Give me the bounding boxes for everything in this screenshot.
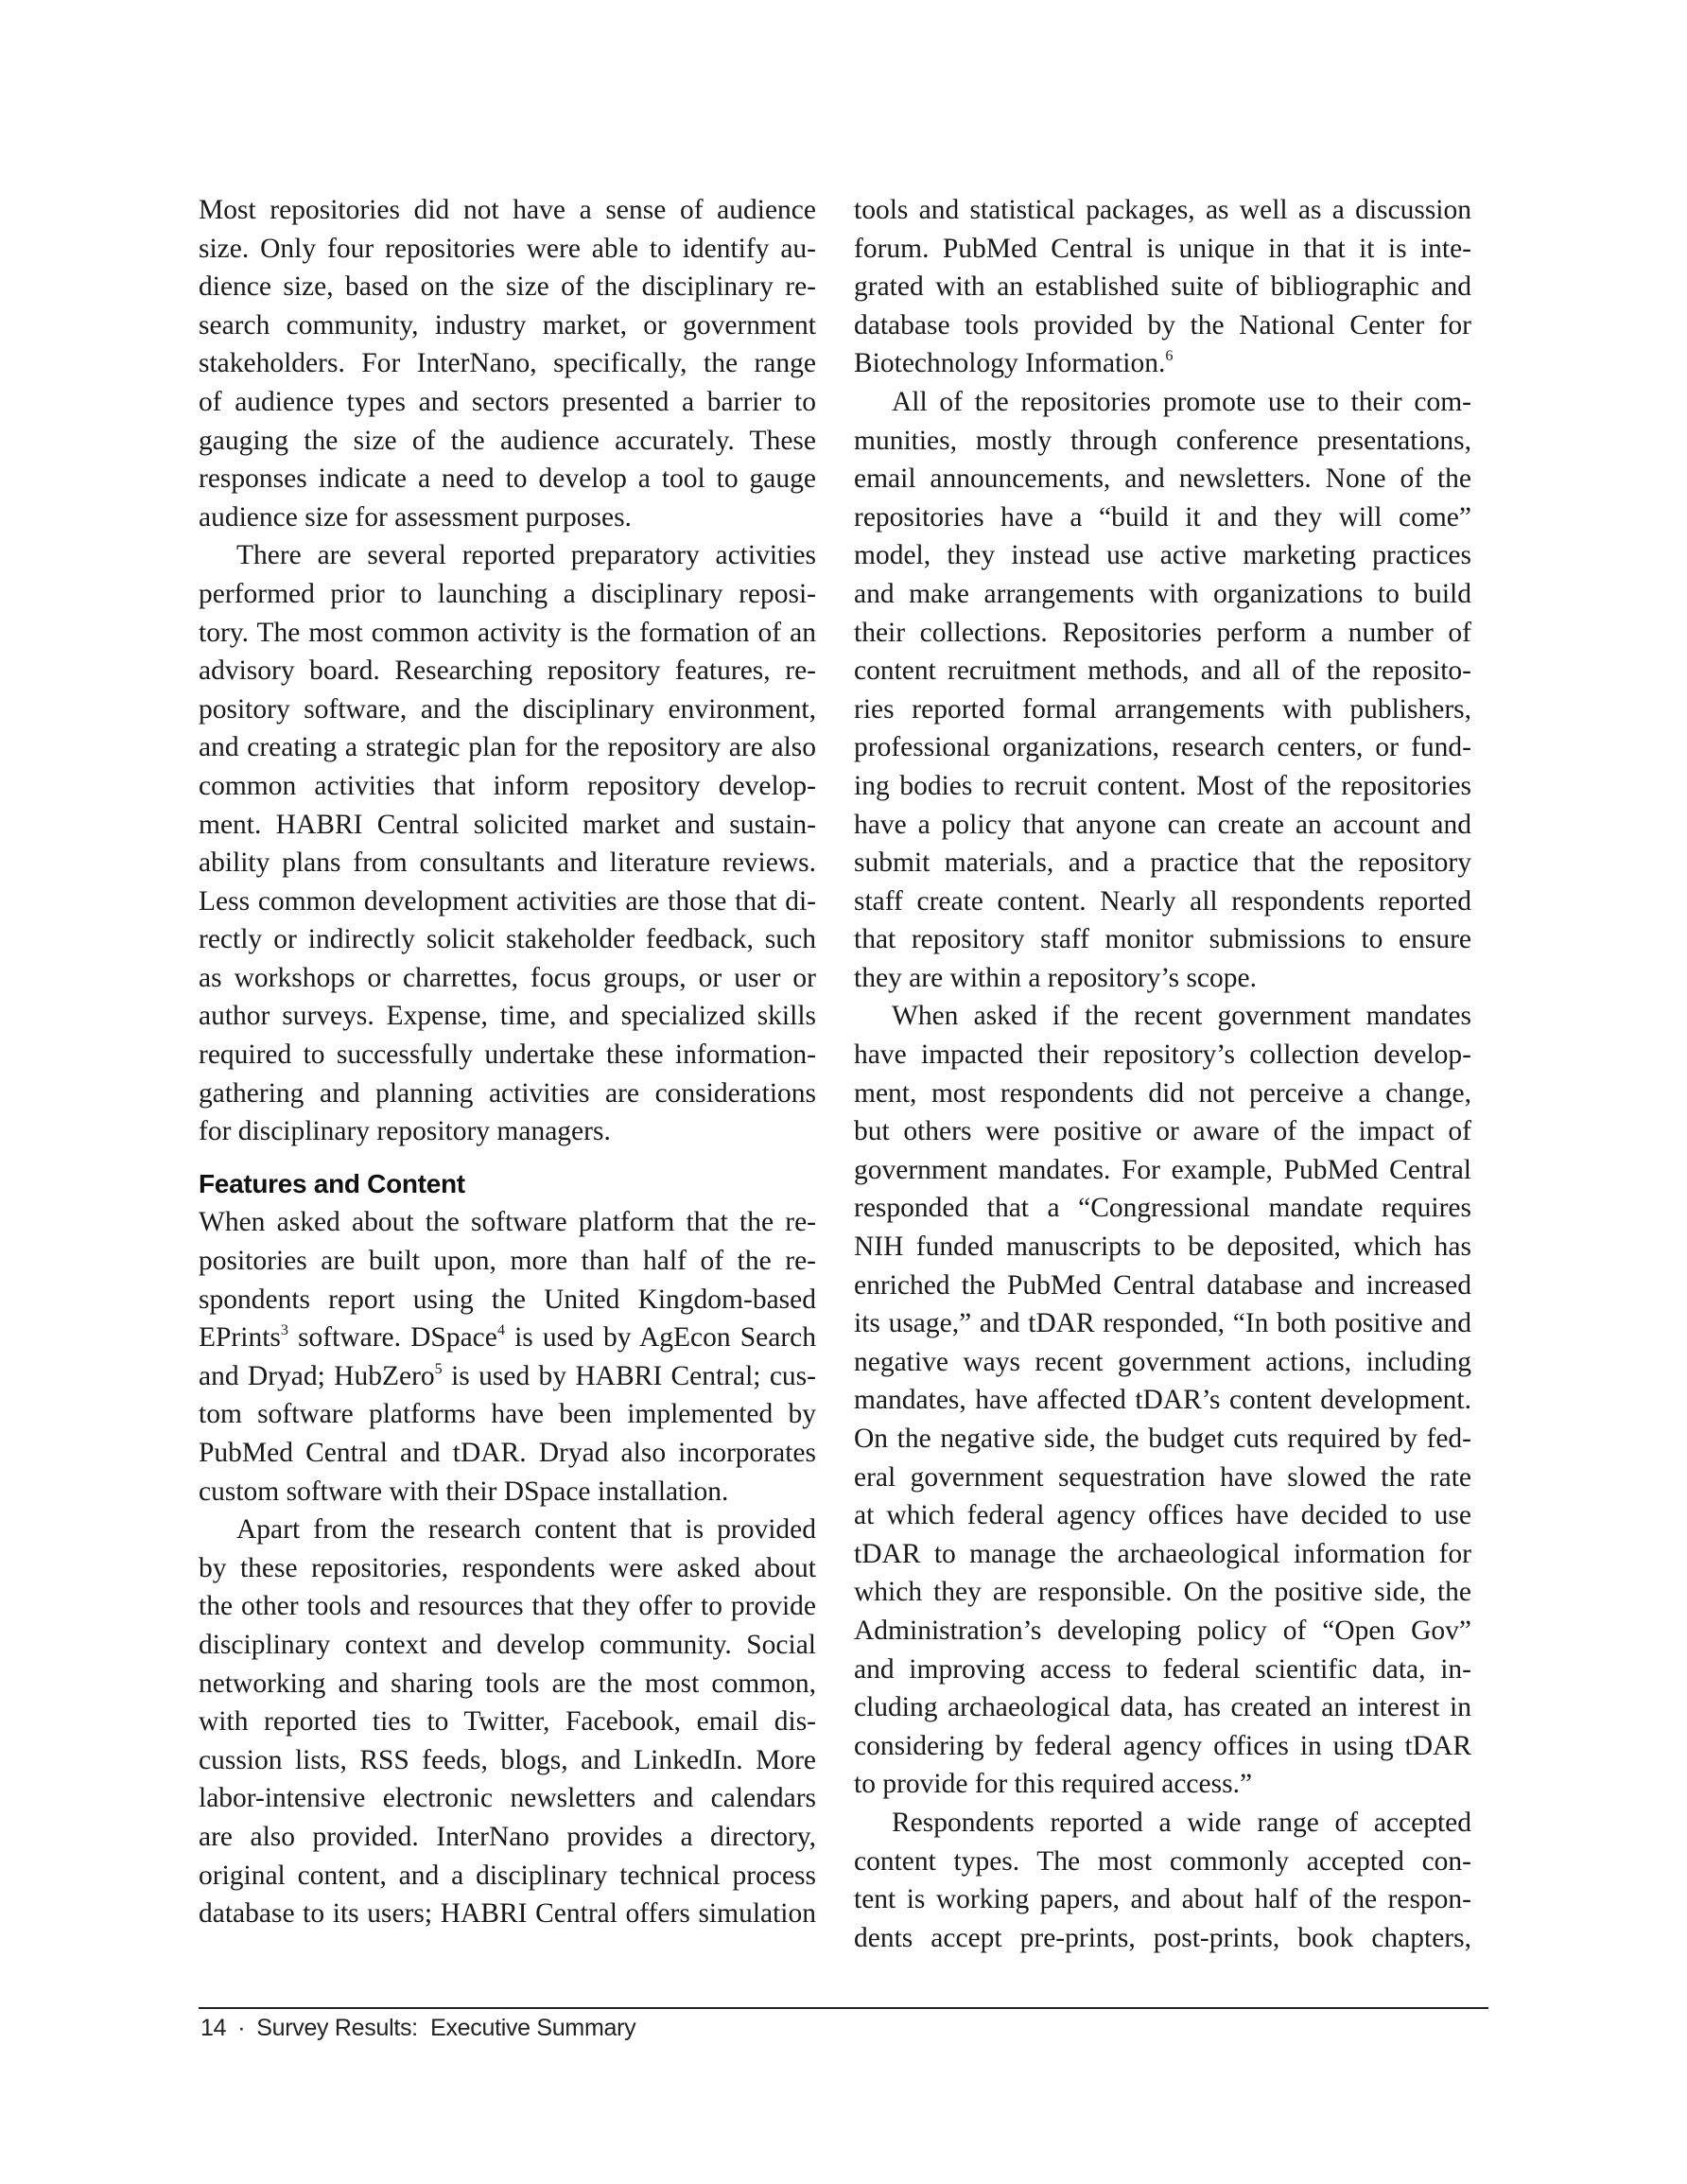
text-line: audience size for assessment purposes. (199, 501, 632, 533)
text-line: database tools provided by the National Center for (854, 309, 1471, 341)
text-line: There are several reported preparatory activities (236, 540, 816, 571)
text-run: is used by HABRI Central; cus- (442, 1360, 816, 1391)
text-line: which they are responsible. On the positive side, the (854, 1577, 1471, 1608)
text-line: and creating a strategic plan for the repository are also (199, 732, 816, 763)
text-run: Biotechnology Information. (854, 348, 1166, 379)
paragraph-promotion (854, 383, 1471, 998)
text-line: common activities that inform repository develop- (199, 770, 816, 801)
text-line: staff create content. Nearly all respondents reported (854, 885, 1471, 917)
text-line: advisory board. Researching repository features, re- (199, 655, 816, 687)
text-run: software. DSpace (287, 1322, 497, 1354)
text-line: ment, most respondents did not perceive a change, (854, 1077, 1471, 1109)
footer-section-title: Survey Results: Executive Summary (256, 2015, 636, 2041)
text-line: search community, industry market, or government (199, 309, 816, 341)
text-line: to provide for this required access.” (854, 1769, 1253, 1800)
text-line: have a policy that anyone can create an account and (854, 809, 1471, 840)
footnote-ref-4[interactable]: 4 (496, 1321, 505, 1339)
text-line: NIH funded manuscripts to be deposited, which has (854, 1232, 1471, 1263)
text-line: grated with an established suite of bibliographic and (854, 271, 1471, 303)
text-line: are also provided. InterNano provides a directory, (199, 1821, 816, 1852)
text-line: dience size, based on the size of the disciplinary re- (199, 271, 816, 303)
text-line: forum. PubMed Central is unique in that it is inte- (854, 233, 1471, 264)
text-line: gathering and planning activities are considerations (199, 1077, 816, 1109)
text-line: repositories have a “build it and they will come” (854, 501, 1471, 533)
page-number: 14 (200, 2015, 227, 2041)
text-line: performed prior to launching a disciplinary reposi- (199, 578, 816, 609)
text-line: All of the repositories promote use to their com- (892, 386, 1471, 417)
text-line: at which federal agency offices have decided to use (854, 1500, 1471, 1531)
text-line: database to its users; HABRI Central offers simulation (199, 1898, 816, 1930)
text-line: ries reported formal arrangements with publishers, (854, 693, 1471, 725)
text-line: cussion lists, RSS feeds, blogs, and LinkedIn. More (199, 1744, 816, 1775)
text-line: responded that a “Congressional mandate requires (854, 1193, 1471, 1224)
text-line: size. Only four repositories were able to identify au- (199, 233, 816, 264)
text-line (199, 1319, 816, 1357)
text-line: tory. The most common activity is the formation of an (199, 617, 816, 648)
text-line: tDAR to manage the archaeological information for (854, 1538, 1471, 1569)
text-line: considering by federal agency offices in using tDAR (854, 1730, 1471, 1761)
text-line: positories are built upon, more than half of the re- (199, 1246, 816, 1277)
text-line: ability plans from consultants and literature reviews. (199, 847, 816, 879)
text-line: with reported ties to Twitter, Facebook, email dis- (199, 1706, 816, 1738)
text-line: enriched the PubMed Central database and increased (854, 1269, 1471, 1301)
text-line: Respondents reported a wide range of accepted (892, 1807, 1471, 1838)
left-column (199, 191, 816, 1933)
paragraph-government-mandates (854, 997, 1471, 1803)
paragraph-pubmed-tools (854, 191, 1471, 383)
text-line: and make arrangements with organizations to build (854, 578, 1471, 609)
text-line: submit materials, and a practice that the repository (854, 847, 1471, 879)
text-line: Administration’s developing policy of “Open Gov” (854, 1615, 1471, 1646)
text-line: dents accept pre-prints, post-prints, book chapters, (854, 1922, 1471, 1953)
text-line: email announcements, and newsletters. None of the (854, 463, 1471, 495)
text-line: stakeholders. For InterNano, specifically, the range (199, 348, 816, 379)
text-line: have impacted their repository’s collection develop- (854, 1040, 1471, 1071)
footnote-ref-6[interactable]: 6 (1165, 347, 1174, 365)
text-line: of audience types and sectors presented a barrier to (199, 386, 816, 417)
text-line: that repository staff monitor submissions to ensure (854, 924, 1471, 955)
text-line: pository software, and the disciplinary environment, (199, 693, 816, 725)
text-line: its usage,” and tDAR responded, “In both positive and (854, 1308, 1471, 1339)
text-line: required to successfully undertake these information- (199, 1040, 816, 1071)
text-line (854, 344, 1471, 383)
text-line: custom software with their DSpace installation. (199, 1476, 729, 1507)
right-column (854, 191, 1471, 1957)
text-line: government mandates. For example, PubMed Central (854, 1154, 1471, 1185)
text-line: they are within a repository’s scope. (854, 962, 1257, 993)
text-line: content recruitment methods, and all of the reposito- (854, 655, 1471, 687)
text-line: by these repositories, respondents were asked about (199, 1552, 816, 1583)
text-line: author surveys. Expense, time, and specialized skills (199, 1001, 816, 1032)
text-line: ment. HABRI Central solicited market and sustain- (199, 809, 816, 840)
footer-separator: · (237, 2015, 246, 2041)
text-line: model, they instead use active marketing practices (854, 540, 1471, 571)
text-run: EPrints (199, 1322, 281, 1354)
text-run: and Dryad; HubZero (199, 1360, 435, 1391)
text-line: cluding archaeological data, has created an interest in (854, 1692, 1471, 1723)
text-line: labor-intensive electronic newsletters and calendars (199, 1783, 816, 1814)
text-line: the other tools and resources that they offer to provide (199, 1591, 816, 1622)
text-line: networking and sharing tools are the most common, (199, 1668, 816, 1699)
text-line: as workshops or charrettes, focus groups, or user or (199, 962, 816, 993)
text-line: their collections. Repositories perform a number of (854, 617, 1471, 648)
section-heading: Features and Content (199, 1168, 465, 1198)
footnote-ref-3[interactable]: 3 (280, 1321, 288, 1339)
text-line (199, 1357, 816, 1396)
text-line: for disciplinary repository managers. (199, 1116, 611, 1147)
text-line: Apart from the research content that is provided (236, 1514, 816, 1546)
text-line: ing bodies to recruit content. Most of the repositories (854, 770, 1471, 801)
text-line: mandates, have affected tDAR’s content development. (854, 1385, 1471, 1416)
footer-rule (199, 2007, 1488, 2009)
paragraph-tools-resources (199, 1511, 816, 1933)
paragraph-software-platform (199, 1203, 816, 1511)
text-run: is used by AgEcon Search (504, 1322, 816, 1354)
text-line: Less common development activities are those that di- (199, 885, 816, 917)
text-line: spondents report using the United Kingdom-based (199, 1284, 816, 1315)
text-line: professional organizations, research centers, or fund- (854, 732, 1471, 763)
text-line: munities, mostly through conference presentations, (854, 425, 1471, 456)
text-line: but others were positive or aware of the impact of (854, 1116, 1471, 1147)
text-line: negative ways recent government actions, including (854, 1346, 1471, 1377)
text-line: tools and statistical packages, as well as a discussion (854, 195, 1471, 225)
text-line: tent is working papers, and about half of the respon- (854, 1884, 1471, 1915)
text-line: responses indicate a need to develop a tool to gauge (199, 463, 816, 495)
text-line: content types. The most commonly accepted con- (854, 1845, 1471, 1877)
text-line: When asked about the software platform that the re- (199, 1207, 816, 1238)
paragraph-content-types (854, 1804, 1471, 1957)
text-line: gauging the size of the audience accurately. These (199, 425, 816, 456)
paragraph-audience-size (199, 191, 816, 536)
text-line: eral government sequestration have slowed the rate (854, 1461, 1471, 1493)
text-line: tom software platforms have been implemented by (199, 1399, 816, 1430)
text-line: original content, and a disciplinary technical process (199, 1860, 816, 1891)
text-line: and improving access to federal scientific data, in- (854, 1653, 1471, 1685)
footnote-ref-5[interactable]: 5 (434, 1359, 443, 1377)
running-footer (200, 2015, 635, 2042)
text-line: When asked if the recent government mandates (892, 1001, 1471, 1032)
text-line: Most repositories did not have a sense of audience (199, 195, 816, 225)
text-line: rectly or indirectly solicit stakeholder feedback, such (199, 924, 816, 955)
paragraph-preparatory-activities (199, 536, 816, 1151)
text-line: PubMed Central and tDAR. Dryad also incorporates (199, 1438, 816, 1468)
text-line: disciplinary context and develop community. Social (199, 1629, 816, 1660)
text-line: On the negative side, the budget cuts required by fed- (854, 1424, 1471, 1454)
